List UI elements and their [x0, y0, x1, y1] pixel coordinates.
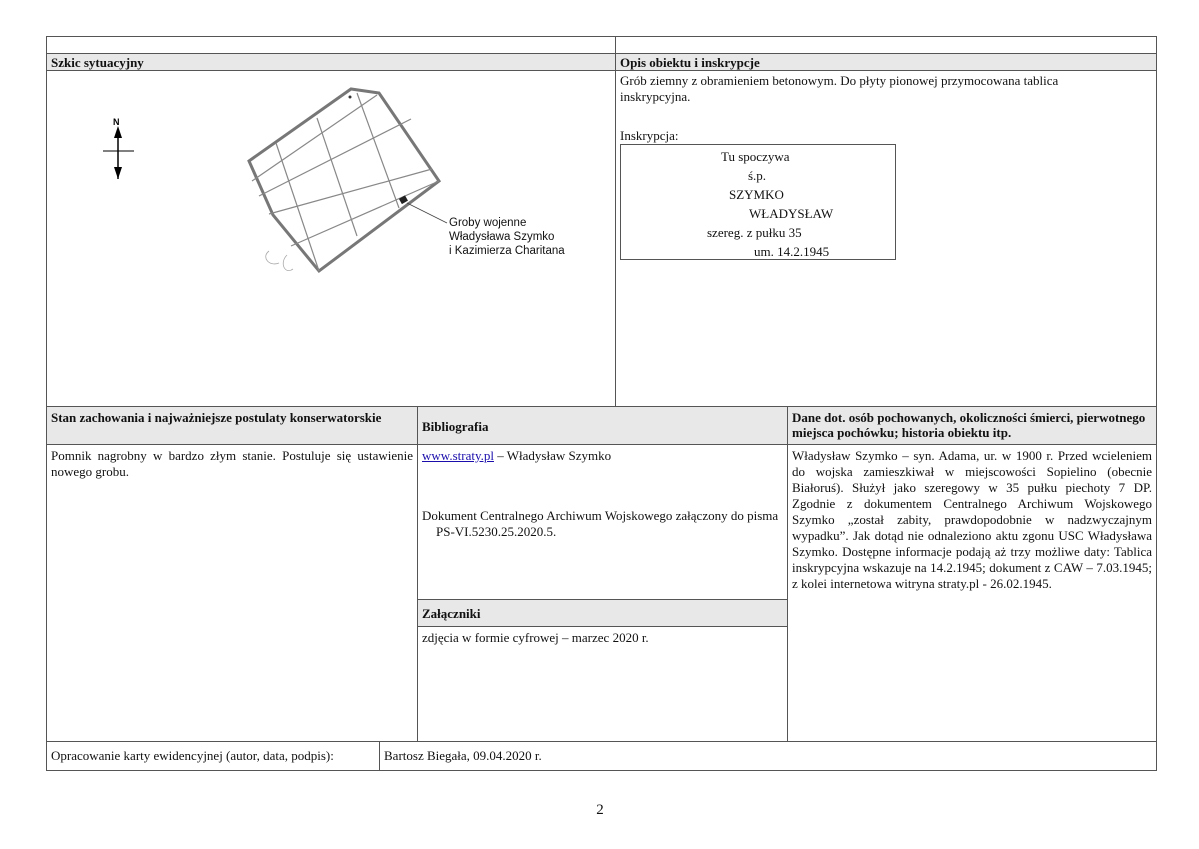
page-number: 2	[596, 802, 604, 818]
description-header: Opis obiektu i inskrypcje	[615, 53, 1157, 71]
persons-text: Władysław Szymko – syn. Adama, ur. w 1900 r. Przed wcieleniem do wojska zamieszkiwał w miejscowości Sopielino (obecnie Białoruś). Służył jako szeregowy w 35 pułku piechoty 7 DP. Zgodnie z dokumentem Centralnego Archiwum Wojskowego Szymko „został zabity, prawdopodobnie w nadzwyczajnym wypadku”. Jak dotąd nie odnaleziono aktu zgonu USC Władysława Szymko. Dostępne informacje podają aż trzy możliwe daty: Tablica inskrypcyjna wskazuje na 14.2.1945; dokument z CAW – 7.03.1945; z kolei internetowa witryna straty.pl - 26.02.1945.	[792, 448, 1152, 591]
condition-text: Pomnik nagrobny w bardzo złym stanie. Postuluje się ustawienie nowego grobu.	[51, 448, 413, 479]
grave-marker-icon	[399, 195, 408, 204]
condition-header: Stan zachowania i najważniejsze postulaty konserwatorskie	[46, 406, 418, 445]
north-arrow-icon	[103, 117, 134, 179]
map-label-line: Groby wojenne	[449, 217, 527, 229]
inscription-box	[620, 144, 896, 260]
inscription-line: SZYMKO	[729, 187, 784, 202]
persons-header: Dane dot. osób pochowanych, okoliczności śmierci, pierwotnego miejsca pochówku; historia obiektu itp.	[787, 406, 1157, 445]
bibliography-header: Bibliografia	[417, 406, 788, 445]
inscription-line: szereg. z pułku 35	[707, 225, 802, 240]
cemetery-plot-icon	[249, 89, 439, 271]
bibliography-content	[417, 444, 788, 600]
footer-label-cell	[46, 741, 380, 771]
persons-content	[787, 444, 1157, 742]
inscription-line: um. 14.2.1945	[754, 244, 830, 259]
footer-label: Opracowanie karty ewidencyjnej (autor, data, podpis):	[51, 748, 334, 763]
bibliography-item-suffix: – Władysław Szymko	[493, 448, 612, 463]
attachments-header: Załączniki	[417, 599, 788, 627]
attachments-text: zdjęcia w formie cyfrowej – marzec 2020 r.	[422, 630, 649, 645]
condition-content	[46, 444, 418, 742]
sketch-area	[46, 70, 616, 407]
inscription-line: WŁADYSŁAW	[749, 206, 834, 221]
bibliography-item: Dokument Centralnego Archiwum Wojskowego załączony do pisma PS-VI.5230.25.2020.5.	[422, 508, 779, 539]
description-text: Grób ziemny z obramieniem betonowym. Do płyty pionowej przymocowana tablica inskrypcyjna.	[620, 73, 1059, 104]
sketch-header: Szkic sytuacyjny	[46, 53, 616, 71]
plot-grid	[252, 93, 439, 271]
inscription-line: Tu spoczywa	[721, 149, 790, 164]
inscription-line: ś.p.	[748, 168, 767, 183]
leader-line	[407, 203, 447, 223]
top-spacer-left	[46, 36, 616, 53]
map-label-line: i Kazimierza Charitana	[449, 245, 565, 257]
attachments-content	[417, 626, 788, 742]
description-area	[615, 70, 1157, 407]
straty-link[interactable]: www.straty.pl	[422, 448, 494, 463]
inscription-label: Inskrypcja:	[620, 128, 679, 143]
top-spacer-right	[615, 36, 1157, 53]
footer-value-cell	[379, 741, 1157, 771]
footer-value: Bartosz Biegała, 09.04.2020 r.	[384, 748, 542, 763]
map-label	[449, 216, 565, 258]
bibliography-item	[422, 448, 783, 464]
north-label: N	[113, 117, 120, 127]
map-label-line: Władysława Szymko	[449, 231, 555, 243]
